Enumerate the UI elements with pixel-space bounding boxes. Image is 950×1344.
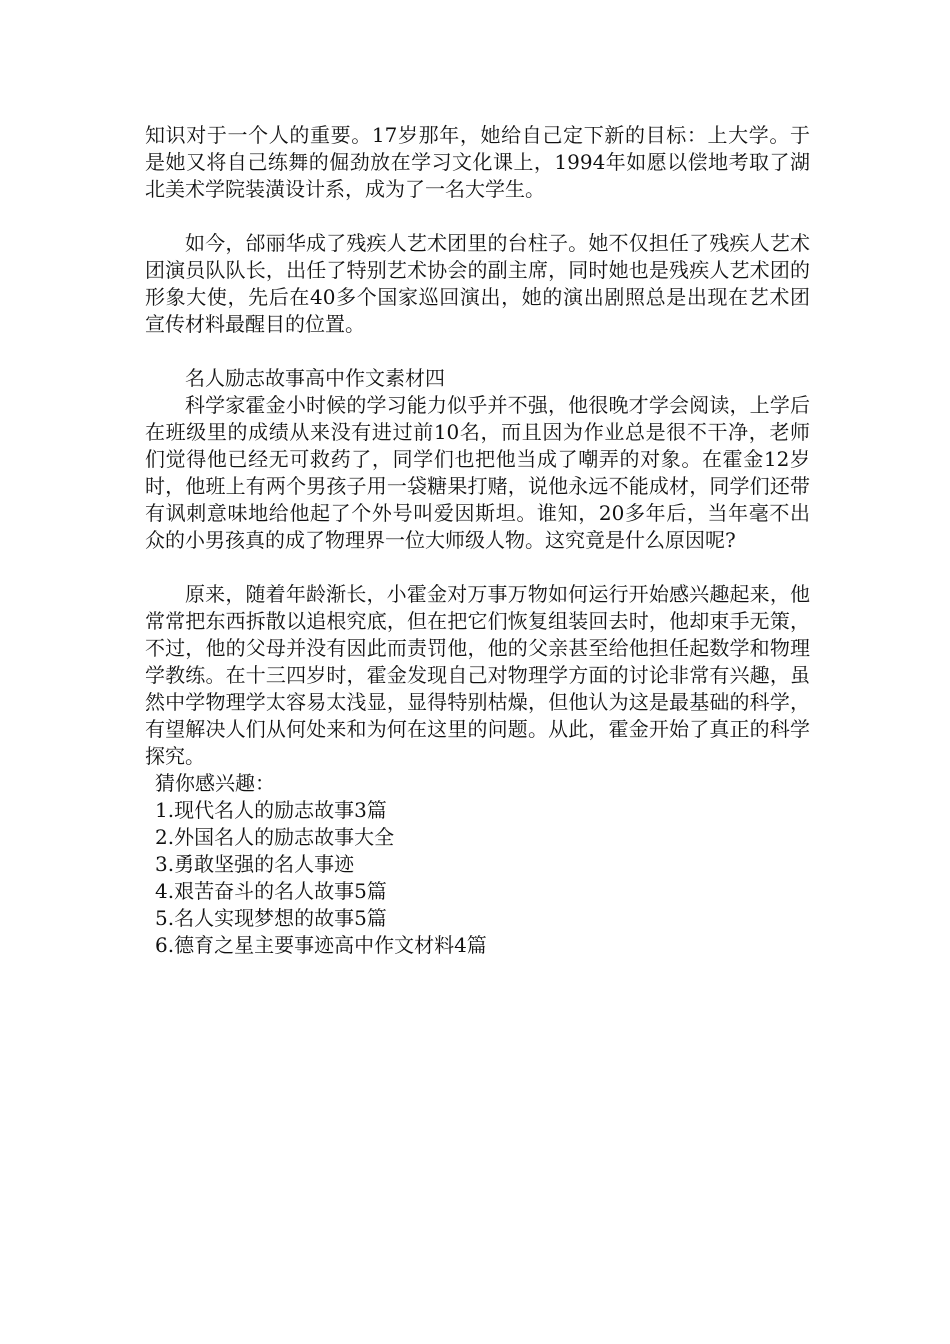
related-title: 猜你感兴趣： [155,771,275,795]
related-link-6[interactable]: 6.德育之星主要事迹高中作文材料4篇 [155,933,487,957]
paragraph-1: 知识对于一个人的重要。17岁那年，她给自己定下新的目标：上大学。于是她又将自己练舞的倔劲放在学习文化课上，1994年如愿以偿地考取了湖北美术学院装潢设计系，成为了一名大学生。 [145,123,810,201]
paragraph-3: 科学家霍金小时候的学习能力似乎并不强，他很晚才学会阅读，上学后在班级里的成绩从来没有进过前10名，而且因为作业总是很不干净，老师们觉得他已经无可救药了，同学们也把他当成了嘲弄的对象。在霍金12岁时，他班上有两个男孩子用一袋糖果打赌，说他永远不能成材，同学们还带有讽刺意味地给他起了个外号叫爱因斯坦。谁知，20多年后，当年毫不出众的小男孩真的成了物理界一位大师级人物。这究竟是什么原因呢? [145,393,810,552]
blank-line [145,338,810,365]
related-list [145,797,810,959]
section-heading: 名人励志故事高中作文素材四 [185,366,445,390]
related-link-5[interactable]: 5.名人实现梦想的故事5篇 [155,906,387,930]
paragraph-4: 原来，随着年龄渐长，小霍金对万事万物如何运行开始感兴趣起来，他常常把东西拆散以追根究底，但在把它们恢复组装回去时，他却束手无策，不过，他的父母并没有因此而责罚他，他的父亲甚至给他担任起数学和物理学教练。在十三四岁时，霍金发现自己对物理学方面的讨论非常有兴趣，虽然中学物理学太容易太浅显，显得特别枯燥，但他认为这是最基础的科学，有望解决人们从何处来和为何在这里的问题。从此，霍金开始了真正的科学探究。 [145,582,810,768]
paragraph-2: 如今，邰丽华成了残疾人艺术团里的台柱子。她不仅担任了残疾人艺术团演员队队长，出任了特别艺术协会的副主席，同时她也是残疾人艺术团的形象大使，先后在40多个国家巡回演出，她的演出剧照总是出现在艺术团宣传材料最醒目的位置。 [145,231,810,336]
document-body [145,122,810,959]
related-link-2[interactable]: 2.外国名人的励志故事大全 [155,825,395,849]
related-link-1[interactable]: 1.现代名人的励志故事3篇 [155,798,387,822]
related-link-3[interactable]: 3.勇敢坚强的名人事迹 [155,852,355,876]
related-link-4[interactable]: 4.艰苦奋斗的名人故事5篇 [155,879,387,903]
blank-line [145,203,810,230]
blank-line [145,554,810,581]
